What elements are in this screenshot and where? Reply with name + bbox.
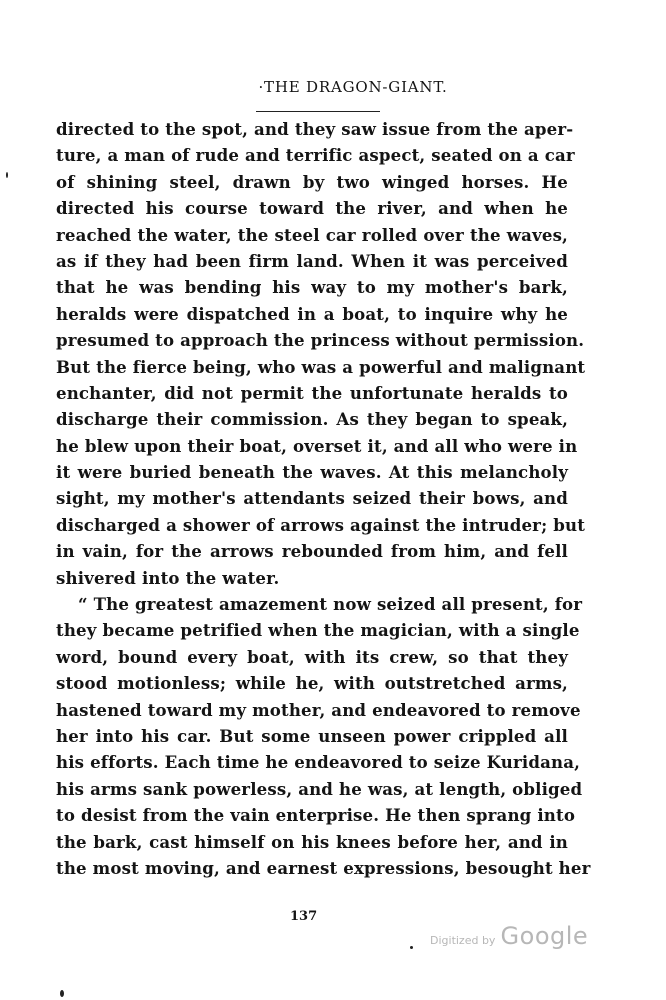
- text-line: stood motionless; while he, with outstretched arms,: [56, 673, 568, 694]
- text-line: heralds were dispatched in a boat, to inquire why he: [56, 303, 568, 324]
- scan-speck: [410, 946, 413, 949]
- text-line: reached the water, the steel car rolled over the waves,: [56, 224, 568, 245]
- text-line: But the fierce being, who was a powerful and malignant: [56, 356, 586, 377]
- text-line: his efforts. Each time he endeavored to seize Kuridana,: [56, 752, 581, 773]
- text-line: directed to the spot, and they saw issue from the aper-: [56, 119, 574, 139]
- text-line: hastened toward my mother, and endeavored to remove: [56, 699, 581, 720]
- header-rule: [256, 111, 380, 112]
- text-line: the bark, cast himself on his knees before her, and in: [56, 831, 568, 852]
- text-line: directed his course toward the river, and when he: [56, 198, 568, 219]
- text-line: word, bound every boat, with its crew, so that they: [56, 646, 568, 667]
- scan-speck: [60, 990, 64, 997]
- paragraph-end-line: shivered into the water.: [56, 567, 280, 588]
- watermark-prefix: Digitized by: [430, 934, 496, 947]
- running-head: ·THE DRAGON-GIANT.: [258, 78, 448, 96]
- body-text: [56, 116, 591, 881]
- text-line: her into his car. But some unseen power crippled all: [56, 725, 568, 746]
- text-line: discharge their commission. As they began to speak,: [56, 409, 568, 430]
- text-line: it were buried beneath the waves. At this melancholy: [56, 462, 568, 483]
- text-line: presumed to approach the princess without permission.: [56, 330, 585, 351]
- page-number: 137: [290, 909, 318, 924]
- text-line: of shining steel, drawn by two winged horses. He: [56, 171, 568, 192]
- text-line: they became petrified when the magician, with a single: [56, 620, 580, 641]
- text-line: discharged a shower of arrows against the intruder; but: [56, 514, 586, 535]
- scan-speck: [6, 172, 8, 178]
- text-line: the most moving, and earnest expressions, besought her: [56, 857, 591, 878]
- text-line: as if they had been firm land. When it was perceived: [56, 250, 568, 271]
- text-line: to desist from the vain enterprise. He then sprang into: [56, 805, 576, 826]
- google-logo: Google: [500, 922, 589, 950]
- text-line: in vain, for the arrows rebounded from him, and fell: [56, 541, 568, 562]
- digitized-watermark: [430, 922, 588, 950]
- text-line: his arms sank powerless, and he was, at length, obliged: [56, 778, 583, 799]
- text-line: sight, my mother's attendants seized their bows, and: [56, 488, 568, 509]
- text-line: that he was bending his way to my mother's bark,: [56, 277, 568, 298]
- text-line: ture, a man of rude and terrific aspect, seated on a car: [56, 145, 575, 166]
- text-line: he blew upon their boat, overset it, and all who were in: [56, 435, 578, 456]
- text-line: enchanter, did not permit the unfortunate heralds to: [56, 382, 568, 403]
- paragraph-start-line: “ The greatest amazement now seized all present, for: [78, 594, 583, 615]
